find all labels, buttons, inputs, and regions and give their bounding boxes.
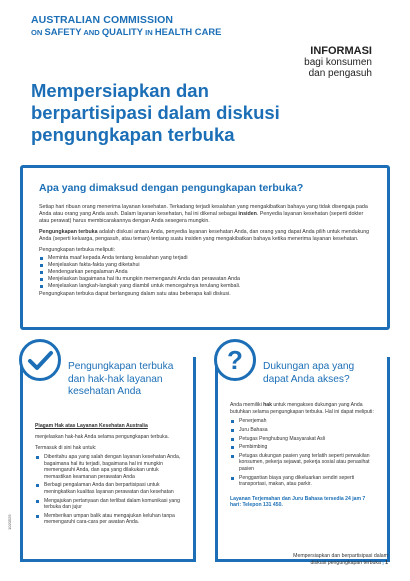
list-item: Penggantian biaya yang dikeluarkan sendiri seperti transportasi, makan, atau parkir. (230, 475, 377, 488)
interpreter-contact: Layanan Terjemahan dan Juru Bahasa tersedia 24 jam 7 hari: Telepon 131 450. (230, 495, 366, 509)
box-heading: Apa yang dimaksud dengan pengungkapan terbuka? (39, 182, 304, 194)
paragraph-definition: Pengungkapan terbuka adalah diskusi antara Anda, penyedia layanan kesehatan Anda, dan orang yang dapat Anda pilih untuk mendukung Anda (seperti keluarga, pengasuh, atau teman) tentang suatu insiden yang mengakibatkan bahaya ketika menerima layanan kesehatan. (39, 229, 370, 242)
list-item: Juru Bahasa (230, 427, 377, 434)
list-item: Pembimbing (230, 444, 377, 451)
audience-tag-line-2: bagi konsumen (304, 57, 372, 68)
footer-line-1: Mempersiapkan dan berpartisipasi dalam (293, 553, 388, 559)
charter-intro: menjelaskan hak-hak Anda selama pengungkapan terbuka. (35, 433, 169, 440)
page-footer: Mempersiapkan dan berpartisipasi dalam diskusi pengungkapan terbuka | 1 (293, 553, 388, 566)
question-circle-icon: ? (214, 339, 256, 381)
list-item: Berbagi pengalaman Anda dan berpartisipasi untuk meningkatkan kualitas layanan perawatan dan kesehatan (35, 482, 183, 495)
paragraph-intro: Setiap hari ribuan orang menerima layanan kesehatan. Terkadang terjadi kesalahan yang mengakibatkan bahaya yang tidak disengaja pada Anda atau orang yang Anda asuh. Dalam layanan kesehatan, hal ini dikenal sebagai insiden. Penyedia layanan kesehatan (seperti dokter atau perawat) harus membicarakannya dengan Anda sesegera mungkin. (39, 204, 368, 224)
document-reference: 1020525 (7, 514, 12, 530)
charter-link[interactable]: Piagam Hak atas Layanan Kesehatan Australia (35, 423, 148, 429)
list-item: Mengajukan pertanyaan dan terlibat dalam komunikasi yang terbuka dan jujur (35, 498, 183, 511)
list-item: Menjelaskan langkah-langkah yang diambil untuk mencegahnya terulang kembali. (39, 283, 371, 290)
page-number: 1 (385, 559, 388, 566)
logo-line-2: ON SAFETY AND QUALITY IN HEALTH CARE (31, 26, 222, 37)
list-item: Meminta maaf kepada Anda tentang kesalahan yang terjadi (39, 255, 371, 262)
audience-tag-title: INFORMASI (310, 45, 372, 57)
list-item: Menjelaskan fakta-fakta yang diketahui (39, 262, 371, 269)
list-item: Diberitahu apa yang salah dengan layanan kesehatan Anda, bagaimana hal itu terjadi, bagaimana hal ini mungkin memengaruhi Anda, dan apa yang dilakukan untuk memastikan keamanan perawatan Anda (35, 454, 183, 480)
closing-text: Pengungkapan terbuka dapat berlangsung dalam satu atau beberapa kali diskusi. (39, 291, 231, 297)
audience-tag (304, 45, 372, 79)
rights-section (20, 357, 196, 562)
section-heading: Dukungan apa yang dapat Anda akses? (263, 361, 355, 385)
list-item: Menjelaskan bagaimana hal itu mungkin memengaruhi Anda dan perawatan Anda (39, 276, 371, 283)
support-intro: Anda memiliki hak untuk mengakses dukungan yang Anda butuhkan selama pengungkapan terbuka. Hal ini dapat meliputi: (230, 402, 374, 415)
logo-line-1: AUSTRALIAN COMMISSION (31, 14, 174, 26)
page-title: Mempersiapkan dan berpartisipasi dalam diskusi pengungkapan terbuka (31, 80, 280, 145)
list-item: Mendengarkan pengalaman Anda (39, 269, 371, 276)
list-item: Penerjemah (230, 418, 377, 425)
disclosure-includes-list (39, 255, 371, 290)
section-body (35, 423, 183, 527)
checkmark-circle-icon (19, 339, 61, 381)
list-item: Memberikan umpan balik atau mengajukan keluhan tanpa memengaruhi cara-cara per awatan Anda. (35, 513, 183, 526)
section-body (230, 402, 377, 509)
rights-list (35, 454, 183, 526)
open-disclosure-definition-box (20, 165, 390, 330)
support-section (215, 345, 390, 562)
list-item: Petugas Penghubung Masyarakat Asli (230, 436, 377, 443)
organization-logo (31, 14, 221, 38)
list-intro: Termasuk di sini hak untuk: (35, 445, 97, 452)
list-item: Petugas dukungan pasien yang terlatih seperti perwakilan konsumen, pekerja sejawat, pekerja sosial atau penasihat pasien (230, 453, 377, 473)
list-intro: Pengungkapan terbuka meliputi: (39, 247, 115, 253)
audience-tag-line-3: dan pengasuh (308, 68, 372, 79)
section-heading: Pengungkapan terbuka dan hak-hak layanan kesehatan Anda (68, 361, 174, 397)
support-list (230, 418, 377, 487)
footer-line-2: diskusi pengungkapan terbuka (310, 559, 381, 566)
